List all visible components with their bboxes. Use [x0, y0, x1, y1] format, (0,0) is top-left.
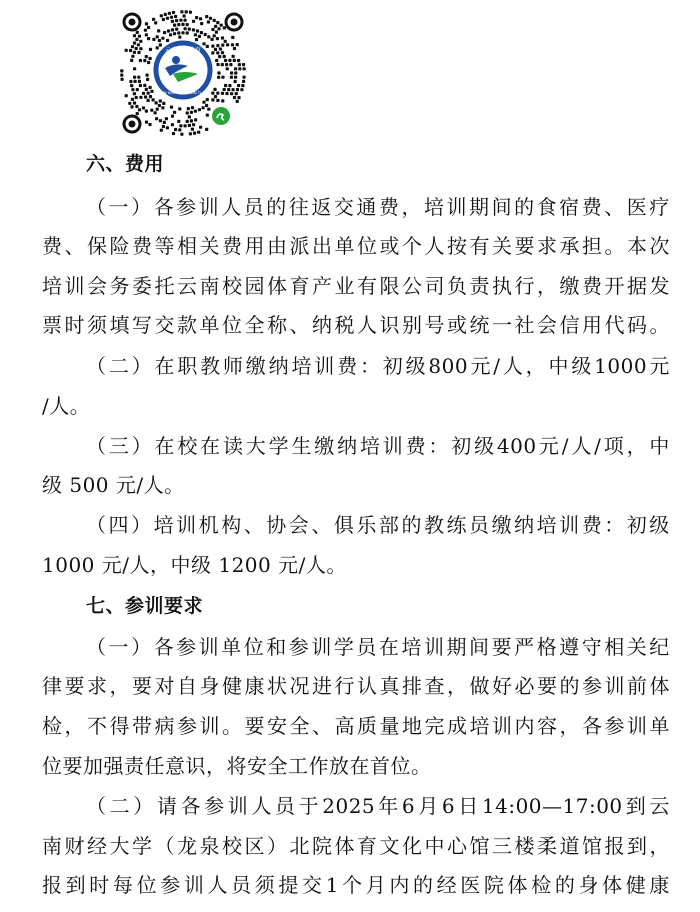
- qr-dot: [134, 80, 137, 83]
- qr-dot: [163, 121, 166, 124]
- qr-dot: [192, 20, 195, 23]
- qr-dot: [206, 98, 209, 101]
- qr-dot: [187, 107, 190, 110]
- qr-dot: [231, 36, 234, 39]
- section7-item1-line4: 位要加强责任意识，将安全工作放在首位。: [42, 754, 432, 778]
- qr-dot: [232, 55, 235, 58]
- qr-dot: [213, 19, 216, 22]
- qr-logo-label: 云南校园体育: [164, 47, 202, 54]
- qr-dot: [231, 43, 234, 46]
- section6-item1-line3: 培 训 会 务 委 托 云 南 校 园 体 育 产 业 有 限 公 司 负 责 执 行 ， 缴 费 开 据 发: [42, 274, 670, 298]
- qr-dot: [129, 80, 132, 83]
- qr-dot: [120, 74, 123, 77]
- qr-dot: [195, 16, 198, 19]
- qr-dot: [173, 32, 176, 35]
- qr-dot: [152, 18, 155, 21]
- qr-dot: [135, 105, 138, 108]
- qr-dot: [139, 40, 142, 43]
- qr-dot: [156, 35, 159, 38]
- qr-dot: [181, 23, 184, 26]
- qr-dot: [237, 59, 240, 62]
- qr-dot: [138, 80, 141, 83]
- section7-item1-line1: （ 一 ） 各 参 训 单 位 和 参 训 学 员 在 培 训 期 间 要 严 格 遵 守 相 关 纪: [86, 635, 670, 659]
- qr-dot: [171, 123, 174, 126]
- qr-dot: [205, 128, 208, 131]
- section7-item2-line3: 报 到 时 每 位 参 训 人 员 须 提 交 1 个 月 内 的 经 医 院 体 检 的 身 体 健 康: [42, 873, 670, 897]
- qr-dot: [177, 31, 180, 34]
- qr-dot: [197, 131, 200, 134]
- qr-dot: [131, 55, 134, 58]
- qr-dot: [206, 114, 209, 117]
- qr-dot: [186, 31, 189, 34]
- qr-dot: [198, 35, 201, 38]
- section6-item3-line1: （ 三 ） 在 校 在 读 大 学 生 缴 纳 培 训 费 ： 初 级 400 元 / 人 / 项 ， 中: [86, 434, 670, 458]
- qr-dot: [240, 88, 243, 91]
- qr-dot: [139, 59, 142, 62]
- qr-dot: [216, 63, 219, 66]
- qr-dot: [233, 96, 236, 99]
- qr-dot: [155, 101, 158, 104]
- qr-dot: [171, 28, 174, 31]
- qr-dot: [236, 88, 239, 91]
- qr-dot: [217, 71, 220, 74]
- qr-dot: [233, 59, 236, 62]
- section6-item1-line2: 费 、 保 险 费 等 相 关 费 用 由 派 出 单 位 或 个 人 按 有 关 要 求 承 担 。 本 次: [42, 234, 670, 258]
- qr-dot: [195, 38, 198, 41]
- qr-dot: [152, 98, 155, 101]
- qr-dot: [237, 84, 240, 87]
- qr-dot: [158, 39, 161, 42]
- qr-dot: [174, 128, 177, 131]
- qr-dot: [202, 106, 205, 109]
- qr-dot: [166, 17, 169, 20]
- qr-dot: [128, 102, 131, 105]
- qr-dot: [237, 96, 240, 99]
- qr-dot: [221, 99, 224, 102]
- qr-dot: [233, 47, 236, 50]
- qr-dot: [130, 59, 133, 62]
- qr-dot: [211, 51, 214, 54]
- qr-dot: [130, 84, 133, 87]
- qr-dot: [167, 29, 170, 32]
- qr-dot: [163, 31, 166, 34]
- qr-dot: [129, 49, 132, 52]
- qr-dot: [221, 36, 224, 39]
- qr-dot: [219, 47, 222, 50]
- qr-dot: [234, 67, 237, 70]
- qr-dot: [215, 31, 218, 34]
- qr-dot: [158, 104, 161, 107]
- qr-dot: [177, 120, 180, 123]
- qr-dot: [209, 17, 212, 20]
- qr-dot: [159, 43, 162, 46]
- qr-dot: [145, 121, 148, 124]
- qr-dot: [184, 124, 187, 127]
- qr-dot: [121, 78, 124, 81]
- qr-dot: [226, 43, 229, 46]
- qr-dot: [213, 88, 216, 91]
- qr-dot: [221, 44, 224, 47]
- qr-dot: [149, 48, 152, 51]
- section6-item3-line2: 级 500 元/人。: [42, 473, 185, 497]
- qr-dot: [146, 74, 149, 77]
- qr-dot: [192, 28, 195, 31]
- qr-dot: [189, 11, 192, 14]
- qr-dot: [216, 44, 219, 47]
- qr-dot: [138, 35, 141, 38]
- section6-item4-line1: （ 四 ） 培 训 机 构 、 协 会 、 俱 乐 部 的 教 练 员 缴 纳 培 训 费 ： 初 级: [86, 513, 670, 537]
- qr-dot: [139, 47, 142, 50]
- qr-dot: [200, 31, 203, 34]
- qr-dot: [155, 117, 158, 120]
- qr-dot: [214, 25, 217, 28]
- qr-dot: [184, 19, 187, 22]
- qr-dot: [170, 16, 173, 19]
- qr-dot: [207, 108, 210, 111]
- qr-dot: [133, 34, 136, 37]
- qr-dot: [230, 76, 233, 79]
- section7-item1-line2: 律 要 求 ， 要 对 自 身 健 康 状 况 进 行 认 真 排 查 ， 做 好 必 要 的 参 训 前 体: [42, 674, 670, 698]
- qr-dot: [149, 95, 152, 98]
- qr-dot: [188, 115, 191, 118]
- qr-dot: [135, 47, 138, 50]
- qr-dot: [156, 46, 159, 49]
- qr-finder-dot: [129, 19, 136, 26]
- qr-dot: [165, 117, 168, 120]
- qr-dot: [194, 118, 197, 121]
- qr-dot: [145, 110, 148, 113]
- qr-dot: [193, 132, 196, 135]
- qr-dot: [207, 35, 210, 38]
- qr-dot: [179, 19, 182, 22]
- qr-dot: [230, 71, 233, 74]
- qr-dot: [199, 126, 202, 129]
- qr-dot: [160, 129, 163, 132]
- runner-head-icon: [172, 56, 180, 64]
- qr-dot: [149, 86, 152, 89]
- qr-dot: [236, 100, 239, 103]
- qr-dot: [186, 120, 189, 123]
- qr-dot: [191, 128, 194, 131]
- qr-dot: [223, 55, 226, 58]
- qr-dot: [204, 33, 207, 36]
- qr-dot: [217, 27, 220, 30]
- section7-item1-line3: 检 ， 不 得 带 病 参 训 。 要 安 全 、 高 质 量 地 完 成 培 训 内 容 ， 各 参 训 单: [42, 714, 670, 738]
- qr-dot: [168, 12, 171, 15]
- qr-dot: [125, 94, 128, 97]
- qr-dot: [185, 10, 188, 13]
- qr-finder-dot: [231, 19, 238, 26]
- qr-dot: [181, 31, 184, 34]
- qr-dot: [135, 38, 138, 41]
- qr-dot: [191, 106, 194, 109]
- qr-dot: [238, 63, 241, 66]
- qr-dot: [221, 51, 224, 54]
- qr-dot: [150, 109, 153, 112]
- qr-dot: [186, 23, 189, 26]
- qr-dot: [175, 28, 178, 31]
- qr-dot: [143, 59, 146, 62]
- qr-dot: [234, 80, 237, 83]
- section6-item4-line2: 1000 元/人，中级 1200 元/人。: [42, 553, 347, 577]
- qr-dot: [215, 59, 218, 62]
- qr-dot: [232, 88, 235, 91]
- qr-dot: [216, 99, 219, 102]
- qr-dot: [130, 105, 133, 108]
- qr-dot: [190, 119, 193, 122]
- qr-dot: [172, 132, 175, 135]
- qr-dot: [211, 28, 214, 31]
- qr-dot: [224, 84, 227, 87]
- qr-dot: [211, 45, 214, 48]
- qr-dot: [202, 101, 205, 104]
- section6-item2-line2: /人。: [42, 394, 91, 418]
- qr-dot: [224, 59, 227, 62]
- qr-dot: [179, 124, 182, 127]
- qr-dot: [161, 37, 164, 40]
- section6-item1-line4: 票 时 须 填 写 交 款 单 位 全 称 、 纳 税 人 识 别 号 或 统 一 社 会 信 用 代 码 。: [42, 313, 670, 337]
- qr-dot: [211, 38, 214, 41]
- qr-dot: [225, 92, 228, 95]
- qr-dot: [227, 88, 230, 91]
- qr-dot: [143, 84, 146, 87]
- qr-dot: [147, 99, 150, 102]
- qr-dot: [133, 101, 136, 104]
- qr-dot: [157, 29, 160, 32]
- qr-dot: [177, 23, 180, 26]
- qr-dot: [136, 88, 139, 91]
- qr-dot: [161, 106, 164, 109]
- qr-dot: [149, 57, 152, 60]
- qr-dot: [178, 107, 181, 110]
- qr-dot: [137, 43, 140, 46]
- qr-dot: [218, 55, 221, 58]
- qr-dot: [221, 76, 224, 79]
- qr-dot: [224, 40, 227, 43]
- qr-dot: [180, 133, 183, 136]
- qr-dot: [162, 102, 165, 105]
- qr-dot: [192, 123, 195, 126]
- section6-item1-line1: （ 一 ） 各 参 训 人 员 的 往 返 交 通 费 ， 培 训 期 间 的 食 宿 费 、 医 疗: [86, 195, 670, 219]
- qr-dot: [154, 111, 157, 114]
- qr-dot: [225, 63, 228, 66]
- qr-dot: [120, 69, 123, 72]
- qr-dot: [207, 20, 210, 23]
- qr-dot: [133, 67, 136, 70]
- qr-dot: [136, 112, 139, 115]
- qr-dot: [173, 111, 176, 114]
- qr-dot: [230, 92, 233, 95]
- qr-dot: [242, 63, 245, 66]
- qr-dot: [243, 76, 246, 79]
- qr-dot: [142, 92, 145, 95]
- qr-dot: [144, 95, 147, 98]
- qr-dot: [139, 84, 142, 87]
- qr-dot: [142, 106, 145, 109]
- qr-dot: [146, 78, 149, 81]
- qr-dot: [173, 24, 176, 27]
- qr-dot: [133, 76, 136, 79]
- qr-dot: [131, 98, 134, 101]
- qr-dot: [133, 51, 136, 54]
- qr-dot: [169, 33, 172, 36]
- qr-dot: [190, 111, 193, 114]
- qr-dot: [216, 92, 219, 95]
- qr-dot: [216, 51, 219, 54]
- qr-dot: [228, 59, 231, 62]
- qr-dot: [216, 37, 219, 40]
- qr-dot: [213, 34, 216, 37]
- qr-dot: [211, 98, 214, 101]
- qr-dot: [228, 84, 231, 87]
- qr-dot: [199, 17, 202, 20]
- qr-dot: [236, 43, 239, 46]
- qr-dot: [223, 26, 226, 29]
- qr-dot: [159, 119, 162, 122]
- qr-dot: [170, 106, 173, 109]
- qr-dot: [194, 33, 197, 36]
- qr-dot: [188, 124, 191, 127]
- qr-dot: [178, 36, 181, 39]
- qr-dot: [226, 67, 229, 70]
- qr-dot: [234, 71, 237, 74]
- qr-dot: [152, 38, 155, 41]
- mini-program-icon: [212, 107, 230, 125]
- qr-dot: [162, 18, 165, 21]
- qr-dot: [234, 76, 237, 79]
- qr-dot: [145, 33, 148, 36]
- qr-dot: [186, 111, 189, 114]
- qr-dot: [188, 28, 191, 31]
- qr-dot: [238, 67, 241, 70]
- qr-dot: [172, 11, 175, 14]
- qr-dot: [150, 90, 153, 93]
- qr-dot: [166, 126, 169, 129]
- qr-dot: [242, 80, 245, 83]
- section7-item2-line1: （ 二 ） 请 各 参 训 人 员 于 2025 年 6 月 6 日 14:00—17:00 到 云: [86, 794, 670, 818]
- qr-dot: [160, 14, 163, 17]
- qr-dot: [214, 95, 217, 98]
- qr-dot: [196, 29, 199, 32]
- qr-dot: [138, 108, 141, 111]
- qr-dot: [147, 92, 150, 95]
- qr-code-graphic: [118, 8, 248, 138]
- qr-dot: [229, 63, 232, 66]
- qr-dot: [171, 115, 174, 118]
- qr-dot: [174, 15, 177, 18]
- qr-dot: [137, 51, 140, 54]
- qr-dot: [133, 41, 136, 44]
- qr-dot: [145, 55, 148, 58]
- qr-dot: [136, 31, 139, 34]
- qr-dot: [217, 76, 220, 79]
- qr-dot: [171, 20, 174, 23]
- qr-dot: [223, 88, 226, 91]
- qr-dot: [183, 14, 186, 17]
- qr-dot: [214, 48, 217, 51]
- qr-dot: [175, 19, 178, 22]
- qr-dot: [156, 108, 159, 111]
- qr-dot: [200, 22, 203, 25]
- qr-dot: [137, 76, 140, 79]
- qr-dot: [180, 10, 183, 13]
- qr-dot: [164, 13, 167, 16]
- qr-dot: [131, 45, 134, 48]
- section6-item2-line1: （ 二 ） 在 职 教 师 缴 纳 培 训 费 ： 初 级 800 元 / 人 ， 中 级 1000 元: [86, 354, 670, 378]
- qr-dot: [147, 61, 150, 64]
- qr-dot: [206, 45, 209, 48]
- qr-dot: [241, 84, 244, 87]
- mini-program-qr-code[interactable]: [118, 8, 248, 138]
- qr-dot: [235, 92, 238, 95]
- qr-dot: [221, 63, 224, 66]
- qr-dot: [189, 132, 192, 135]
- qr-dot: [198, 108, 201, 111]
- qr-dot: [135, 96, 138, 99]
- qr-dot: [125, 49, 128, 52]
- qr-dot: [131, 88, 134, 91]
- qr-dot: [205, 104, 208, 107]
- qr-dot: [147, 37, 150, 40]
- section6-heading: 六、费用: [86, 153, 165, 175]
- qr-dot: [162, 125, 165, 128]
- qr-finder-dot: [129, 121, 136, 128]
- qr-dot: [194, 110, 197, 113]
- section7-heading: 七、参训要求: [86, 595, 204, 617]
- qr-dot: [144, 29, 147, 32]
- qr-dot: [184, 27, 187, 30]
- section7-item2-line2: 南 财 经 大 学 （ 龙 泉 校 区 ） 北 院 体 育 文 化 中 心 馆 三 楼 柔 道 馆 报 到 ，: [42, 834, 670, 858]
- qr-dot: [147, 26, 150, 29]
- qr-dot: [216, 21, 219, 24]
- qr-dot: [139, 96, 142, 99]
- qr-dot: [205, 15, 208, 18]
- qr-dot: [202, 42, 205, 45]
- qr-dot: [220, 24, 223, 27]
- qr-dot: [159, 99, 162, 102]
- qr-dot: [211, 92, 214, 95]
- qr-logo-sub: YUN NAN XIAO YUAN TI YU: [159, 91, 207, 95]
- qr-dot: [221, 92, 224, 95]
- qr-dot: [243, 67, 246, 70]
- qr-dot: [145, 88, 148, 91]
- qr-dot: [133, 92, 136, 95]
- qr-dot: [145, 22, 148, 25]
- qr-dot: [166, 39, 169, 42]
- qr-dot: [178, 128, 181, 131]
- qr-dot: [148, 123, 151, 126]
- qr-dot: [154, 21, 157, 24]
